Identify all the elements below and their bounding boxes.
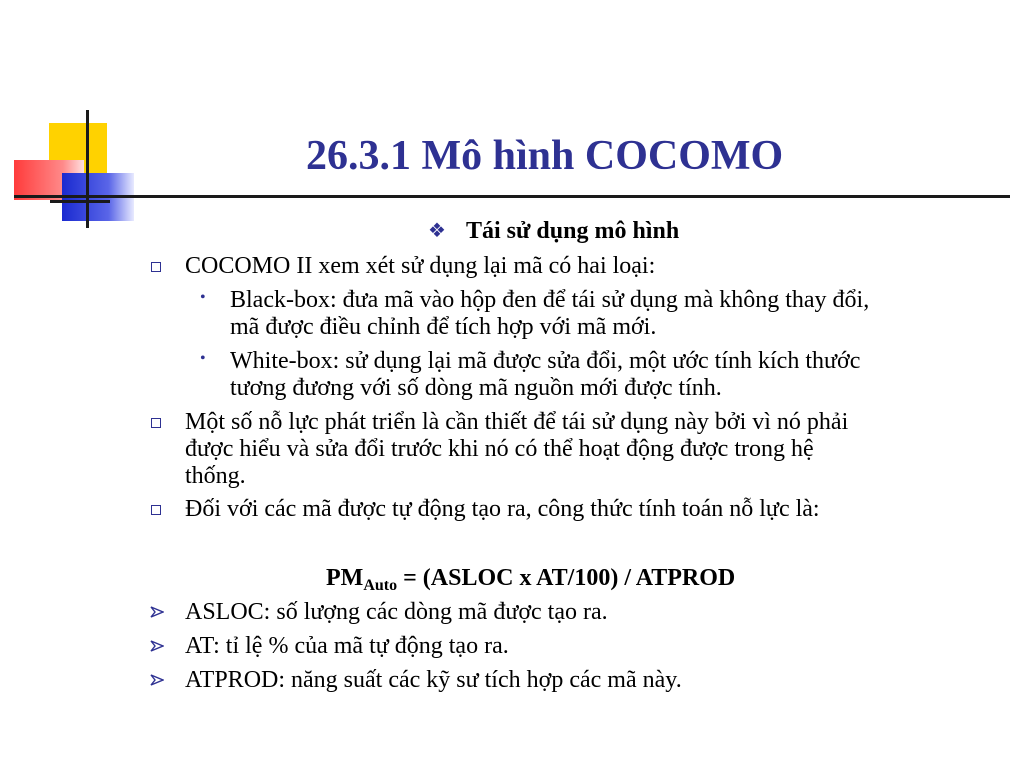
intro-text: COCOMO II xem xét sử dụng lại mã có hai loại: xyxy=(185,253,656,279)
def-at: AT: tỉ lệ % của mã tự động tạo ra. xyxy=(185,633,509,659)
decor-vertical-line xyxy=(86,110,89,228)
whitebox-line-1: White-box: sử dụng lại mã được sửa đổi, một ước tính kích thước xyxy=(230,348,861,374)
def-atprod: ATPROD: năng suất các kỹ sư tích hợp các mã này. xyxy=(185,667,682,693)
def-asloc: ASLOC: số lượng các dòng mã được tạo ra. xyxy=(185,599,608,625)
formula-subscript: Auto xyxy=(363,577,398,594)
diamond-bullet-icon: ❖ xyxy=(428,220,446,242)
arrow-bullet-icon xyxy=(150,606,164,618)
formula xyxy=(326,565,735,599)
decor-horizontal-line xyxy=(50,200,110,203)
square-bullet-icon xyxy=(151,262,161,272)
dot-bullet-icon: • xyxy=(200,350,206,367)
formula-pm: PM xyxy=(326,565,364,591)
effort-line-2: được hiểu và sửa đổi trước khi nó có thể hoạt động được trong hệ xyxy=(185,436,814,462)
square-bullet-icon xyxy=(151,418,161,428)
formula-expression: = (ASLOC x AT/100) / ATPROD xyxy=(397,565,736,591)
dot-bullet-icon: • xyxy=(200,289,206,306)
section-heading: Tái sử dụng mô hình xyxy=(466,218,680,244)
blackbox-line-2: mã được điều chỉnh để tích hợp với mã mới. xyxy=(230,314,657,340)
blackbox-line-1: Black-box: đưa mã vào hộp đen để tái sử dụng mà không thay đổi, xyxy=(230,287,870,313)
effort-line-1: Một số nỗ lực phát triển là cần thiết để tái sử dụng này bởi vì nó phải xyxy=(185,409,849,435)
square-bullet-icon xyxy=(151,505,161,515)
slide-title: 26.3.1 Mô hình COCOMO xyxy=(306,133,784,179)
effort-line-3: thống. xyxy=(185,463,246,489)
arrow-bullet-icon xyxy=(150,640,164,652)
whitebox-line-2: tương đương với số dòng mã nguồn mới được tính. xyxy=(230,375,722,401)
arrow-bullet-icon xyxy=(150,674,164,686)
title-divider xyxy=(14,195,1010,198)
autogen-text: Đối với các mã được tự động tạo ra, công thức tính toán nỗ lực là: xyxy=(185,496,820,522)
